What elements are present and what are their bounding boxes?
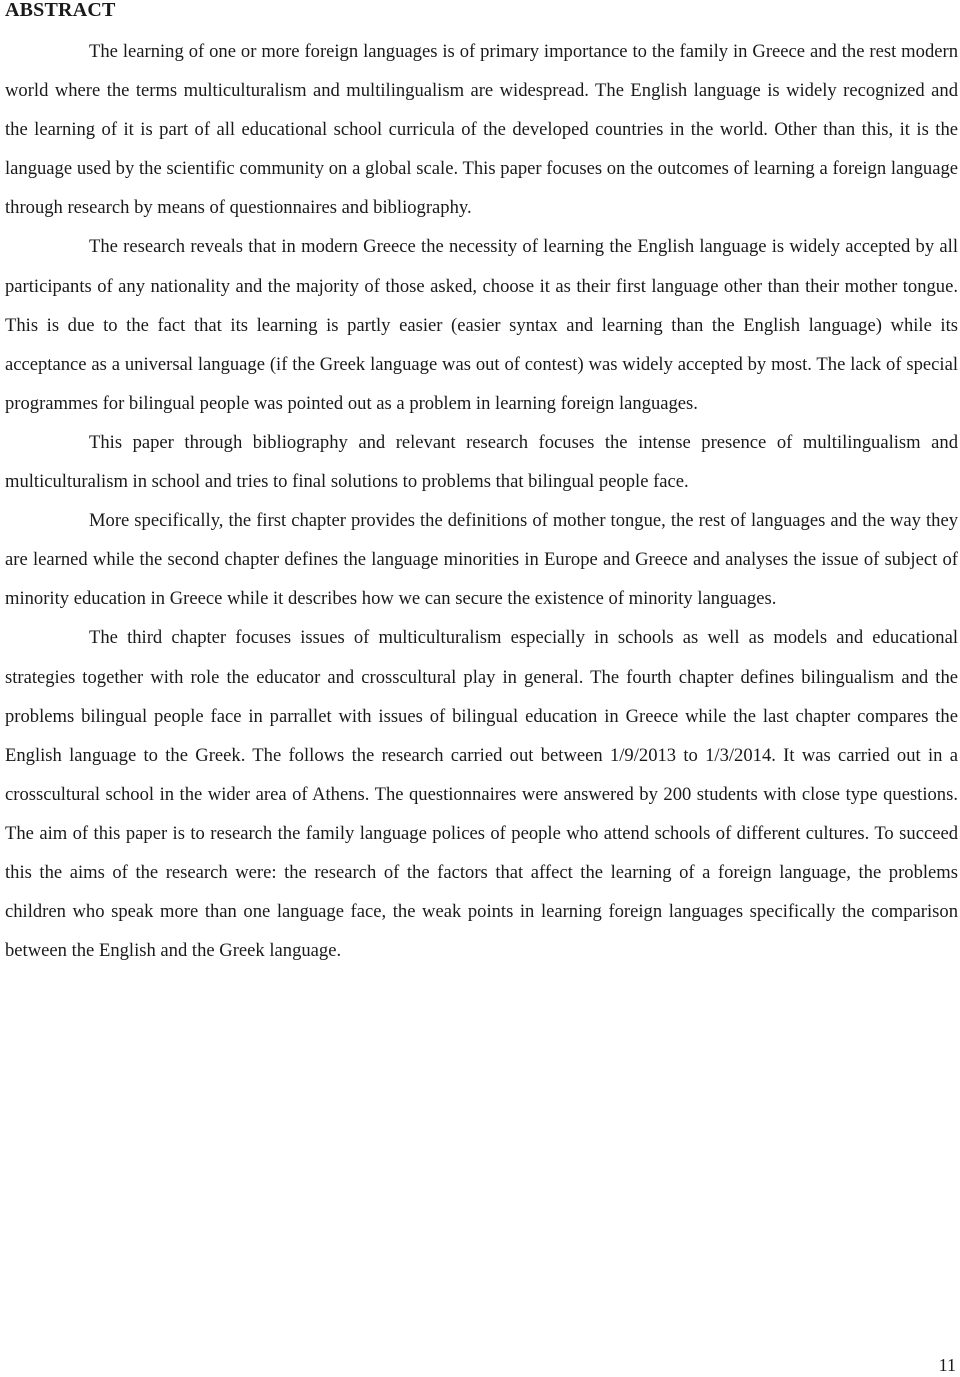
abstract-paragraph-2: The research reveals that in modern Greece the necessity of learning the English language is widely accepted by all participants of any nationality and the majority of those asked, choose it as their first language other than their mother tongue. This is due to the fact that its learning is partly easier (easier syntax and learning than the English language) while its acceptance as a universal language (if the Greek language was out of contest) was widely accepted by most. The lack of special programmes for bilingual people was pointed out as a problem in learning foreign languages. (5, 236, 958, 414)
page-number: 11 (938, 1355, 956, 1375)
abstract-paragraph-1: The learning of one or more foreign languages is of primary importance to the family in Greece and the rest modern world where the terms multiculturalism and multilingualism are widespread. The English language is widely recognized and the learning of it is part of all educational school curricula of the developed countries in the world. Other than this, it is the language used by the scientific community on a global scale. This paper focuses on the outcomes of learning a foreign language through research by means of questionnaires and bibliography. (5, 41, 958, 219)
abstract-paragraph-4: More specifically, the first chapter provides the definitions of mother tongue, the rest of languages and the way they are learned while the second chapter defines the language minorities in Europe and Greece and analyses the issue of subject of minority education in Greece while it describes how we can secure the existence of minority languages. (5, 510, 958, 610)
abstract-paragraph-5: The third chapter focuses issues of multiculturalism especially in schools as well as models and educational strategies together with role the educator and crosscultural play in general. The fourth chapter defines bilingualism and the problems bilingual people face in parrallet with issues of bilingual education in Greece while the last chapter compares the English language to the Greek. The follows the research carried out between 1/9/2013 to 1/3/2014. It was carried out in a crosscultural school in the wider area of Athens. The questionnaires were answered by 200 students with close type questions. The aim of this paper is to research the family language polices of people who attend schools of different cultures. To succeed this the aims of the research were: the research of the factors that affect the learning of a foreign language, the problems children who speak more than one language face, the weak points in learning foreign languages specifically the comparison between the English and the Greek language. (5, 627, 958, 962)
abstract-paragraph-3: This paper through bibliography and relevant research focuses the intense presence of multilingualism and multiculturalism in school and tries to final solutions to problems that bilingual people face. (5, 431, 958, 493)
document-page (5, 0, 958, 970)
abstract-body (5, 32, 958, 970)
abstract-heading: ABSTRACT (5, 0, 116, 21)
